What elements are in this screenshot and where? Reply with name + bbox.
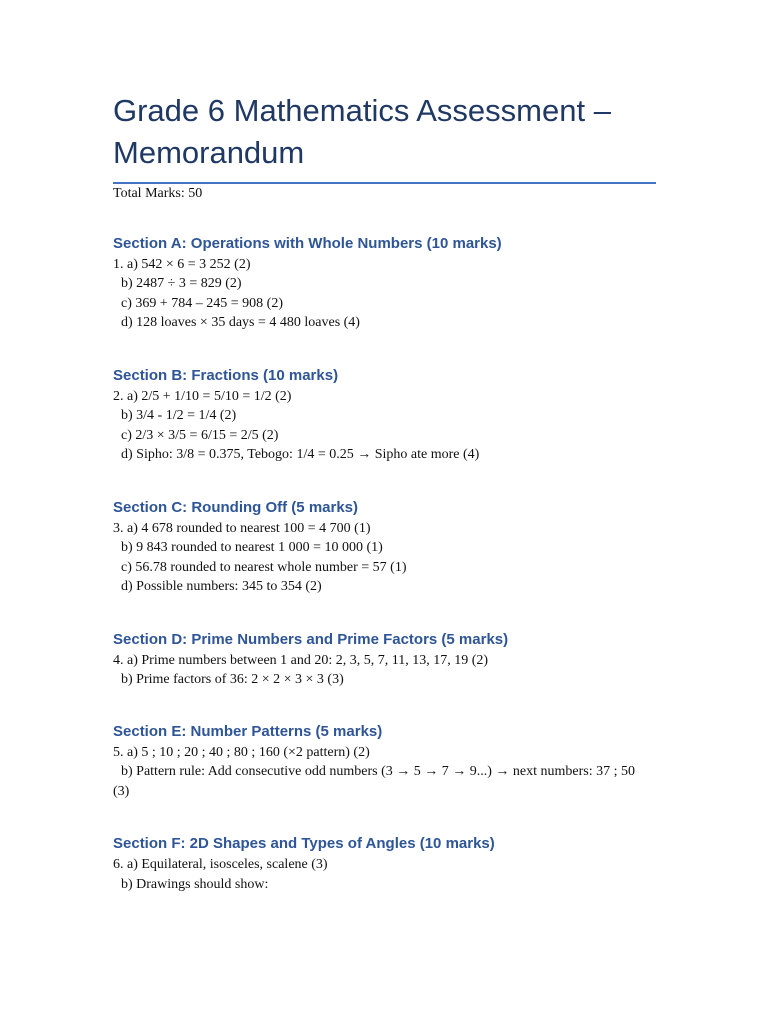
section-d bbox=[113, 630, 658, 690]
section-c-heading: Section C: Rounding Off (5 marks) bbox=[113, 498, 359, 516]
answer-line: d) Possible numbers: 345 to 354 (2) bbox=[121, 579, 322, 594]
section-e bbox=[113, 722, 658, 802]
section-d-heading: Section D: Prime Numbers and Prime Factors (5 marks) bbox=[113, 630, 509, 648]
document-page bbox=[113, 90, 658, 894]
section-b-heading: Section B: Fractions (10 marks) bbox=[113, 366, 339, 384]
answer-line: b) Pattern rule: Add consecutive odd numbers (3 → 5 → 7 → 9...) → next numbers: 37 ; 50 bbox=[121, 764, 636, 779]
answer-line: c) 2/3 × 3/5 = 6/15 = 2/5 (2) bbox=[121, 427, 279, 443]
section-c bbox=[113, 498, 658, 597]
section-e-heading: Section E: Number Patterns (5 marks) bbox=[113, 722, 383, 740]
answer-line: 6. a) Equilateral, isosceles, scalene (3) bbox=[113, 857, 328, 872]
section-f bbox=[113, 834, 658, 894]
answer-line: b) Prime factors of 36: 2 × 2 × 3 × 3 (3) bbox=[121, 672, 344, 687]
document-title: Grade 6 Mathematics Assessment – Memorandum bbox=[113, 93, 611, 170]
section-a-heading: Section A: Operations with Whole Numbers (10 marks) bbox=[113, 234, 502, 252]
answer-line: d) 128 loaves × 35 days = 4 480 loaves (4) bbox=[121, 315, 360, 330]
answer-line: b) 3/4 - 1/2 = 1/4 (2) bbox=[121, 408, 237, 423]
answer-line: 2. a) 2/5 + 1/10 = 5/10 = 1/2 (2) bbox=[113, 388, 292, 404]
answer-line: 3. a) 4 678 rounded to nearest 100 = 4 700 (1) bbox=[113, 520, 371, 536]
answer-line: c) 369 + 784 – 245 = 908 (2) bbox=[121, 295, 283, 311]
section-b bbox=[113, 366, 658, 465]
answer-line: (3) bbox=[113, 783, 130, 799]
answer-line: 1. a) 542 × 6 = 3 252 (2) bbox=[113, 256, 251, 272]
answer-line: b) Drawings should show: bbox=[121, 876, 269, 892]
section-f-heading: Section F: 2D Shapes and Types of Angles (10 marks) bbox=[113, 835, 495, 852]
section-a bbox=[113, 234, 658, 333]
answer-line: 4. a) Prime numbers between 1 and 20: 2, 3, 5, 7, 11, 13, 17, 19 (2) bbox=[113, 652, 489, 668]
answer-line: b) 2487 ÷ 3 = 829 (2) bbox=[121, 276, 242, 291]
answer-line: 5. a) 5 ; 10 ; 20 ; 40 ; 80 ; 160 (×2 pattern) (2) bbox=[113, 744, 370, 760]
answer-line: c) 56.78 rounded to nearest whole number = 57 (1) bbox=[121, 559, 407, 575]
answer-line: b) 9 843 rounded to nearest 1 000 = 10 000 (1) bbox=[121, 540, 383, 555]
answer-line: d) Sipho: 3/8 = 0.375, Tebogo: 1/4 = 0.25 → Sipho ate more (4) bbox=[121, 447, 480, 462]
total-marks: Total Marks: 50 bbox=[113, 186, 203, 201]
